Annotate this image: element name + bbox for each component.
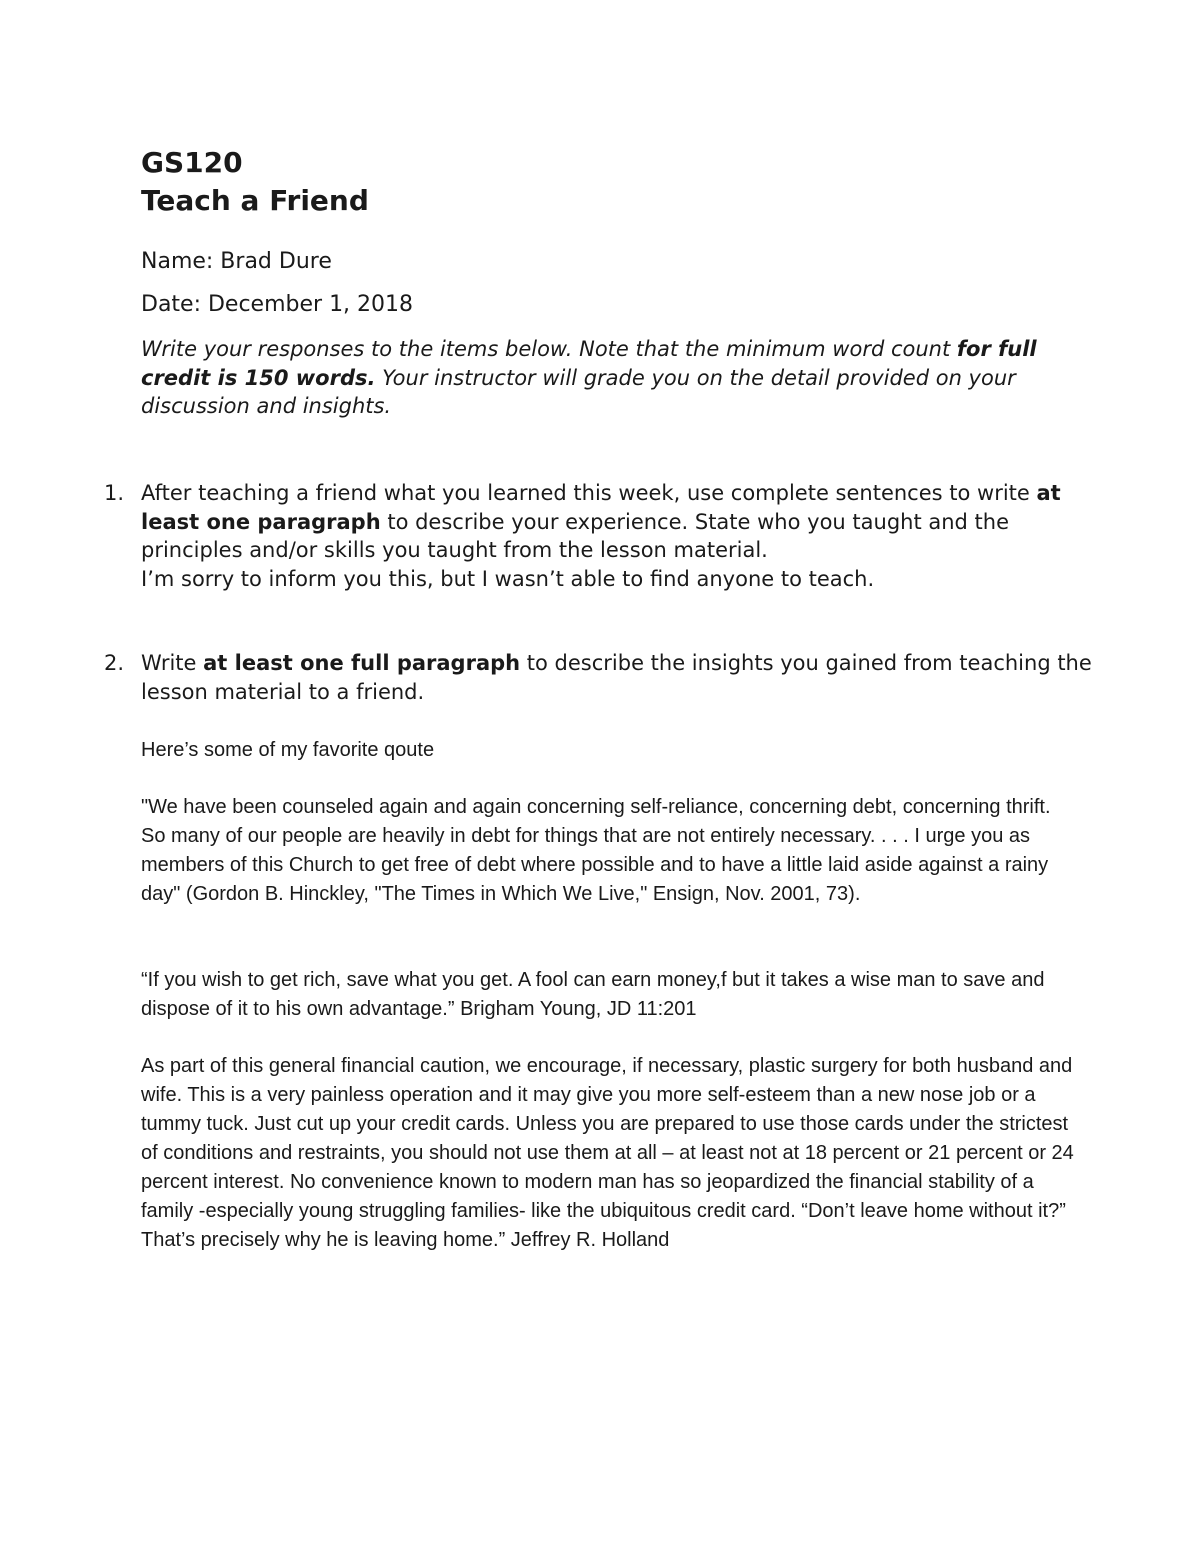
quote-hinckley: "We have been counseled again and again concerning self-reliance, concerning debt, concerning thrift. So many of our people are heavily in debt for things that are not entirely necessary. . . . I urge you as members of this Church to get free of debt where possible and to have a little laid aside against a rainy day" (Gordon B. Hinckley, "The Times in Which We Live," Ensign, Nov. 2001, 73).	[141, 796, 1051, 905]
question-number: 2.	[104, 651, 125, 675]
answer-intro: Here’s some of my favorite qoute	[141, 739, 435, 761]
question-number: 1.	[104, 481, 125, 505]
question-2	[104, 649, 1094, 706]
instructions-bold: for full credit is 150 words.	[141, 337, 1037, 390]
quote-young: “If you wish to get rich, save what you get. A fool can earn money,f but it takes a wise man to save and dispose of it to his own advantage.” Brigham Young, JD 11:201	[141, 969, 1045, 1020]
question-emphasis: at least one paragraph	[141, 481, 1061, 534]
question-text-2: to describe your experience. State who you taught and the principles and/or skills you taught from the lesson material.	[141, 509, 1010, 562]
quote-holland: As part of this general financial caution, we encourage, if necessary, plastic surgery for both husband and wife. This is a very painless operation and it may give you more self-esteem than a new nose job or a tummy tuck. Just cut up your credit cards. Unless you are prepared to use those cards under the strictest of conditions and restraints, you should not use them at all – at least not at 18 percent or 21 percent or 24 percent interest. No convenience known to modern man has so jeopardized the financial stability of a family -especially young struggling families- like the ubiquitous credit card. “Don’t leave home without it?” That’s precisely why he is leaving home.” Jeffrey R. Holland	[141, 1055, 1074, 1251]
course-code: GS120	[141, 146, 243, 179]
instructions-text-2: Your instructor will grade you on the detail provided on your discussion and insights.	[141, 365, 1016, 418]
question-1	[104, 479, 1094, 593]
question-body	[141, 649, 1094, 706]
title-block	[141, 144, 1081, 220]
instructions	[141, 335, 1081, 421]
name-line: Name: Brad Dure	[141, 249, 332, 274]
question-text: After teaching a friend what you learned this week, use complete sentences to write	[141, 481, 1037, 505]
question-emphasis: at least one full paragraph	[203, 651, 521, 675]
question-text-2: to describe the insights you gained from teaching the lesson material to a friend.	[141, 651, 1092, 704]
question-text: Write	[141, 651, 204, 675]
question-body	[141, 479, 1094, 593]
date-line: Date: December 1, 2018	[141, 292, 414, 317]
instructions-text: Write your responses to the items below. Note that the minimum word count	[141, 337, 957, 361]
question-1-response: I’m sorry to inform you this, but I wasn’t able to find anyone to teach.	[141, 566, 875, 591]
assignment-title: Teach a Friend	[141, 184, 369, 217]
